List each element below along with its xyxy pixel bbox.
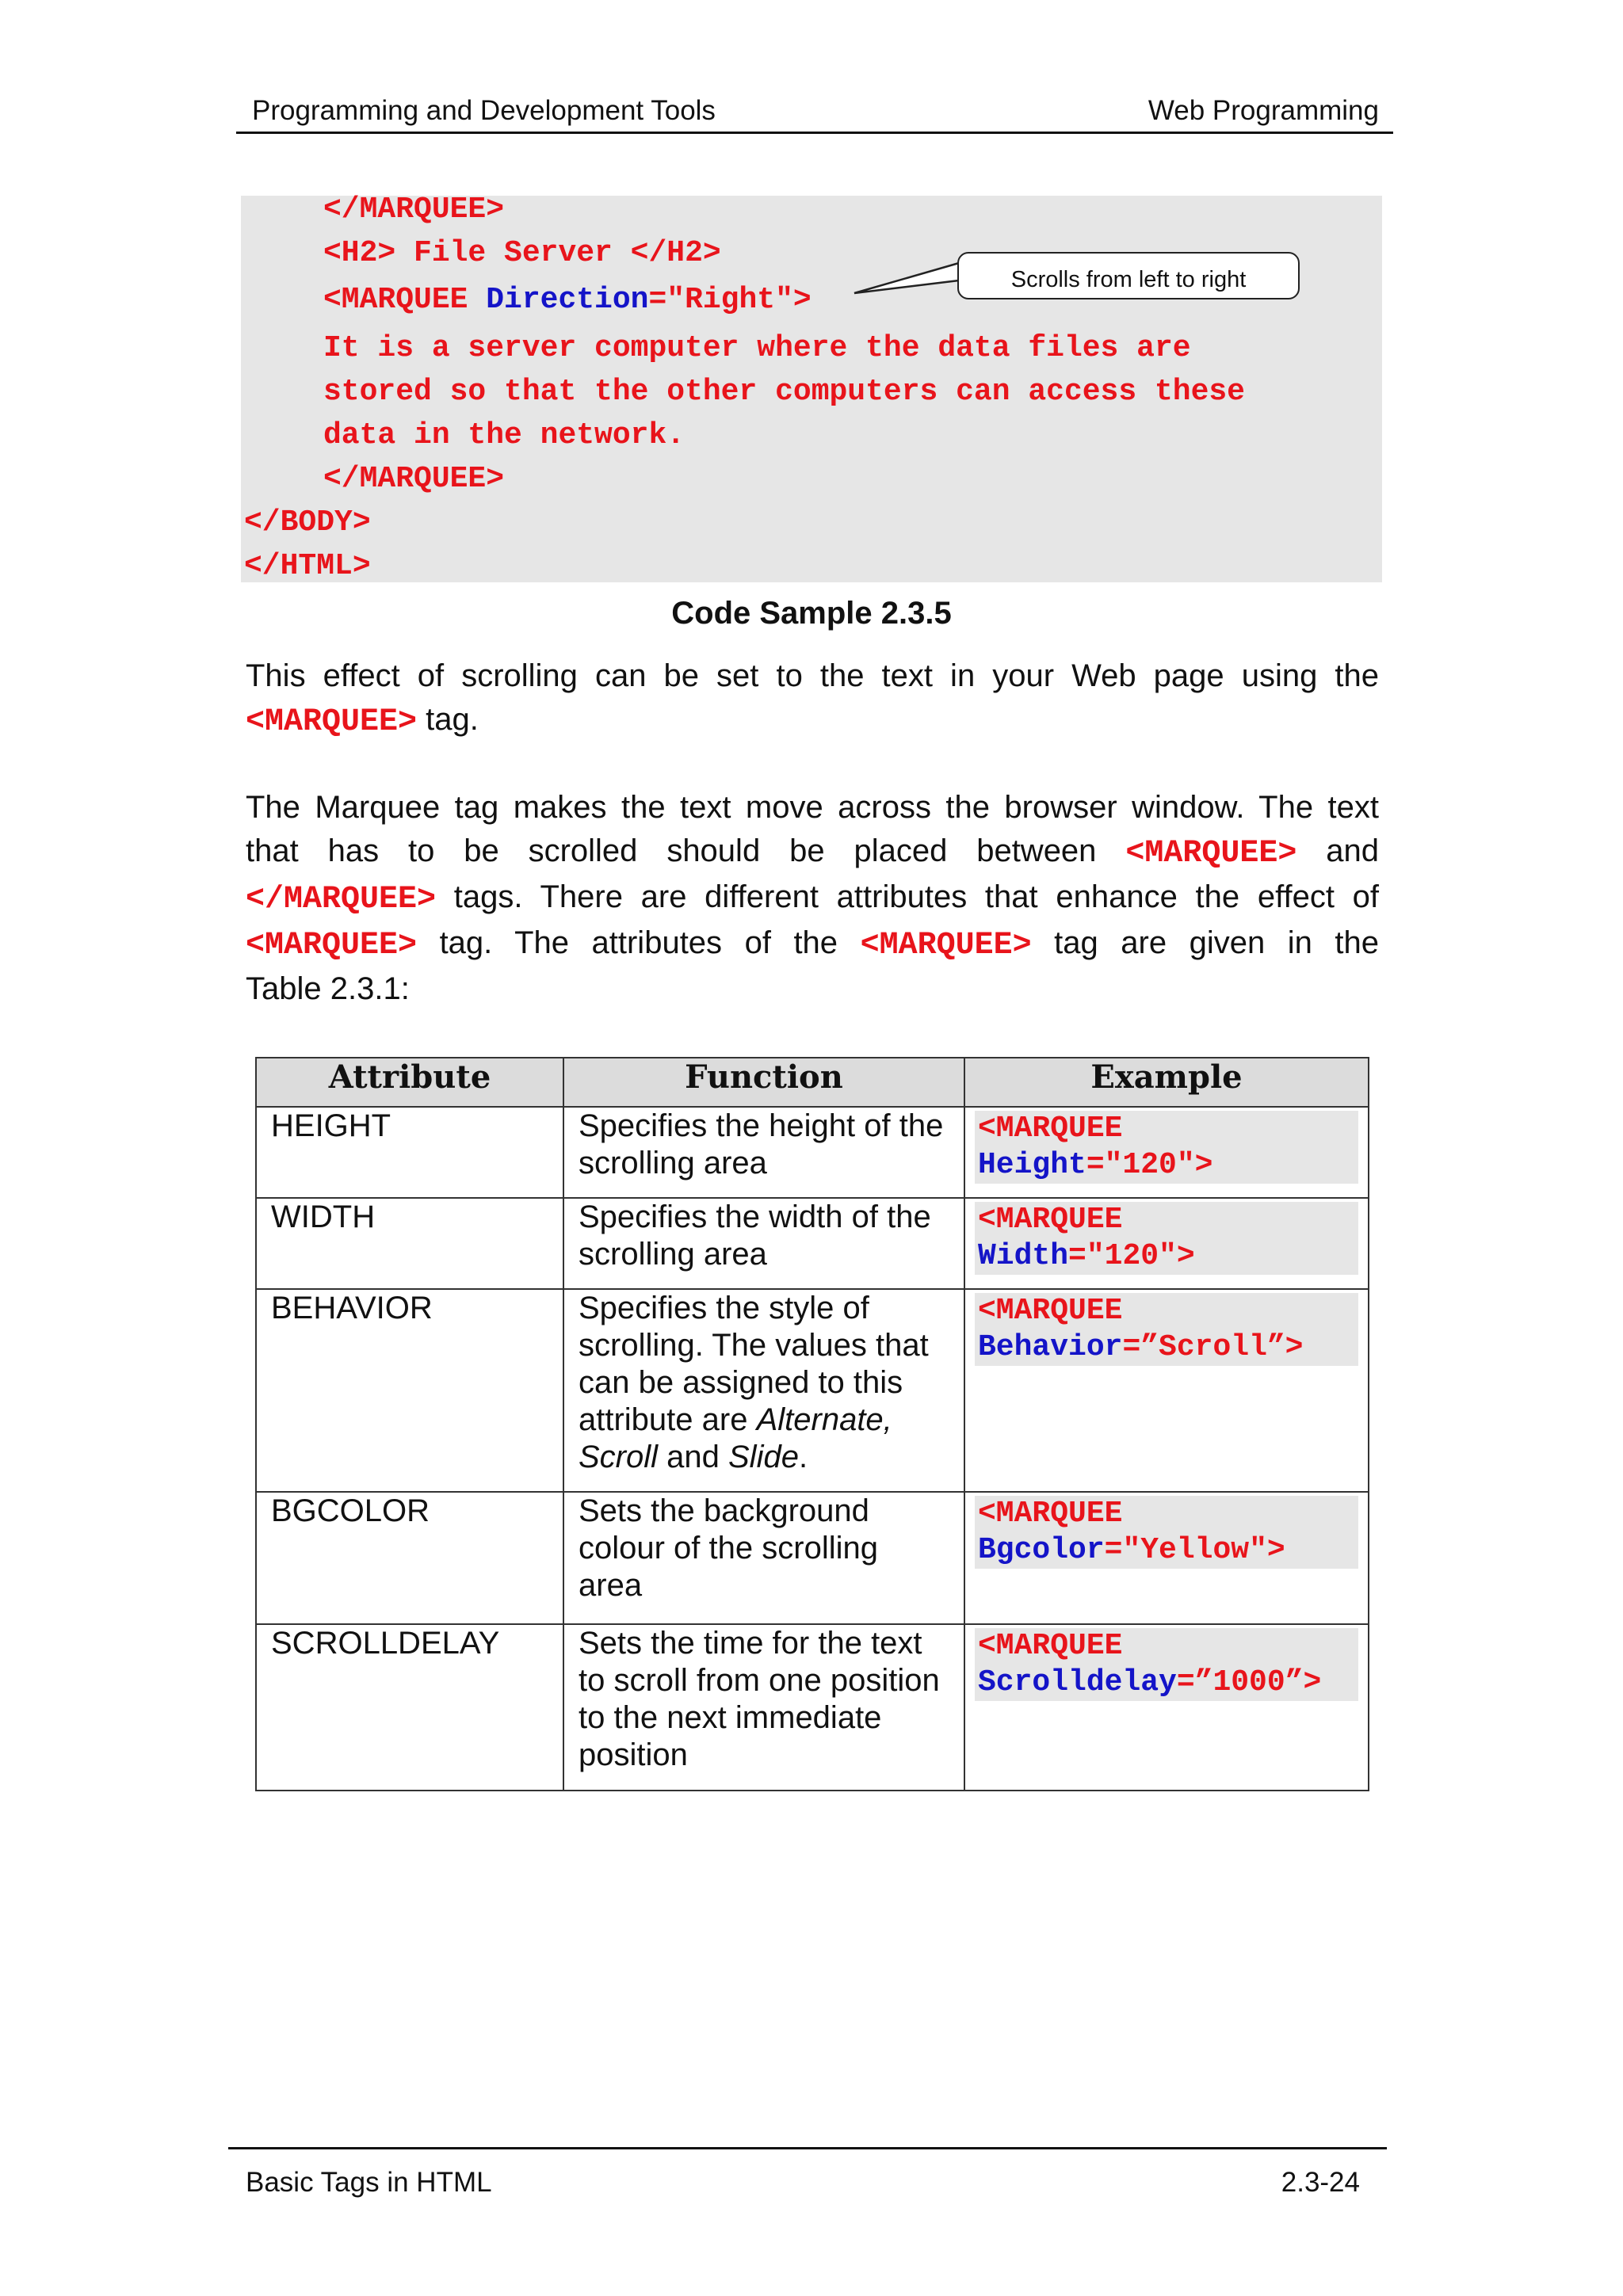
function-italic: Alternate, [756,1402,892,1437]
paragraph-text: tag. The attributes of the [417,925,861,960]
paragraph [246,786,1379,1011]
table-row [256,1624,1369,1791]
paragraph-line: This effect of scrolling can be set to the text in your Web page using the [246,658,1379,693]
callout-pointer [848,261,975,301]
code-tag: <MARQUEE [323,283,487,317]
code-line: </HTML> [244,549,371,583]
code-line [323,283,812,318]
example-attr: Behavior [978,1330,1123,1364]
example-attr: Width [978,1239,1069,1273]
inline-tag: <MARQUEE> [246,704,418,740]
example-attr: Bgcolor [978,1533,1105,1567]
code-line: <H2> File Server </H2> [323,236,721,270]
callout-note: Scrolls from left to right [957,252,1300,299]
example-cell [964,1198,1369,1289]
attribute-cell: BEHAVIOR [256,1289,563,1492]
example-cell [964,1492,1369,1624]
header-divider [236,132,1393,134]
code-line: It is a server computer where the data files are [323,331,1191,365]
example-attr: Scrolldelay [978,1665,1177,1699]
inline-tag: </MARQUEE> [246,882,437,917]
inline-tag: <MARQUEE> [1125,836,1297,871]
example-code [975,1293,1358,1366]
attribute-cell: SCROLLDELAY [256,1624,563,1791]
example-tag: <MARQUEE [978,1112,1123,1146]
example-cell [964,1289,1369,1492]
column-header-function: Function [563,1058,964,1107]
paragraph-text: tag are given in the [1031,925,1379,960]
code-caption: Code Sample 2.3.5 [671,596,952,631]
function-cell: Specifies the height of the scrolling area [563,1107,964,1198]
function-cell: Specifies the width of the scrolling area [563,1198,964,1289]
code-line: </MARQUEE> [323,193,505,227]
page-number: 2.3-24 [1281,2167,1360,2198]
example-value: =”1000”> [1176,1665,1322,1699]
paragraph-text: tag. [417,702,479,737]
paragraph-line [246,698,1379,744]
function-cell [563,1289,964,1492]
example-tag: <MARQUEE [978,1497,1123,1531]
example-value: ="120"> [1068,1239,1195,1273]
function-italic: Scroll [579,1440,659,1474]
code-line: </MARQUEE> [323,462,505,496]
paragraph-line [246,875,1379,921]
example-cell [964,1107,1369,1198]
table-row [256,1198,1369,1289]
paragraph [246,654,1379,744]
table-header-row [256,1058,1369,1107]
paragraph-text: and [1296,833,1379,868]
footer-divider [228,2147,1387,2149]
table-row [256,1492,1369,1624]
column-header-example: Example [964,1058,1369,1107]
code-attr: Direction [486,283,649,317]
example-tag: <MARQUEE [978,1203,1123,1237]
example-cell [964,1624,1369,1791]
column-header-attribute: Attribute [256,1058,563,1107]
example-value: ="Yellow"> [1104,1533,1285,1567]
code-line: data in the network. [323,418,685,452]
code-value: ="Right"> [648,283,812,317]
example-code [975,1628,1358,1701]
example-tag: <MARQUEE [978,1629,1123,1663]
code-line: stored so that the other computers can access these [323,375,1245,409]
function-cell: Sets the time for the text to scroll from one position to the next immediate position [563,1624,964,1791]
header-left: Programming and Development Tools [252,95,716,126]
paragraph-line [246,830,1379,875]
attributes-table [255,1057,1369,1791]
example-value: =”Scroll”> [1122,1330,1304,1364]
example-code [975,1202,1358,1275]
header-right: Web Programming [1148,95,1379,126]
function-italic: Slide [728,1440,799,1474]
function-cell: Sets the background colour of the scrolling area [563,1492,964,1624]
example-tag: <MARQUEE [978,1294,1123,1328]
table-row [256,1289,1369,1492]
table-row [256,1107,1369,1198]
inline-tag: <MARQUEE> [860,928,1032,963]
attribute-cell: WIDTH [256,1198,563,1289]
function-text: Specifies the style of scrolling. The values that can be assigned to this attribute are [579,1291,929,1437]
paragraph-line: The Marquee tag makes the text move across the browser window. The text [246,790,1379,825]
paragraph-line [246,921,1379,967]
footer-left: Basic Tags in HTML [246,2167,492,2198]
example-code [975,1496,1358,1569]
example-attr: Height [978,1148,1086,1182]
paragraph-line: Table 2.3.1: [246,971,410,1006]
code-line: </BODY> [244,505,371,540]
paragraph-text: that has to be scrolled should be placed between [246,833,1126,868]
function-text: . [798,1440,808,1474]
inline-tag: <MARQUEE> [246,928,418,963]
example-value: ="120"> [1086,1148,1213,1182]
attribute-cell: BGCOLOR [256,1492,563,1624]
example-code [975,1111,1358,1184]
function-text: and [658,1440,728,1474]
paragraph-text: tags. There are different attributes that enhance the effect of [436,879,1379,914]
attribute-cell: HEIGHT [256,1107,563,1198]
